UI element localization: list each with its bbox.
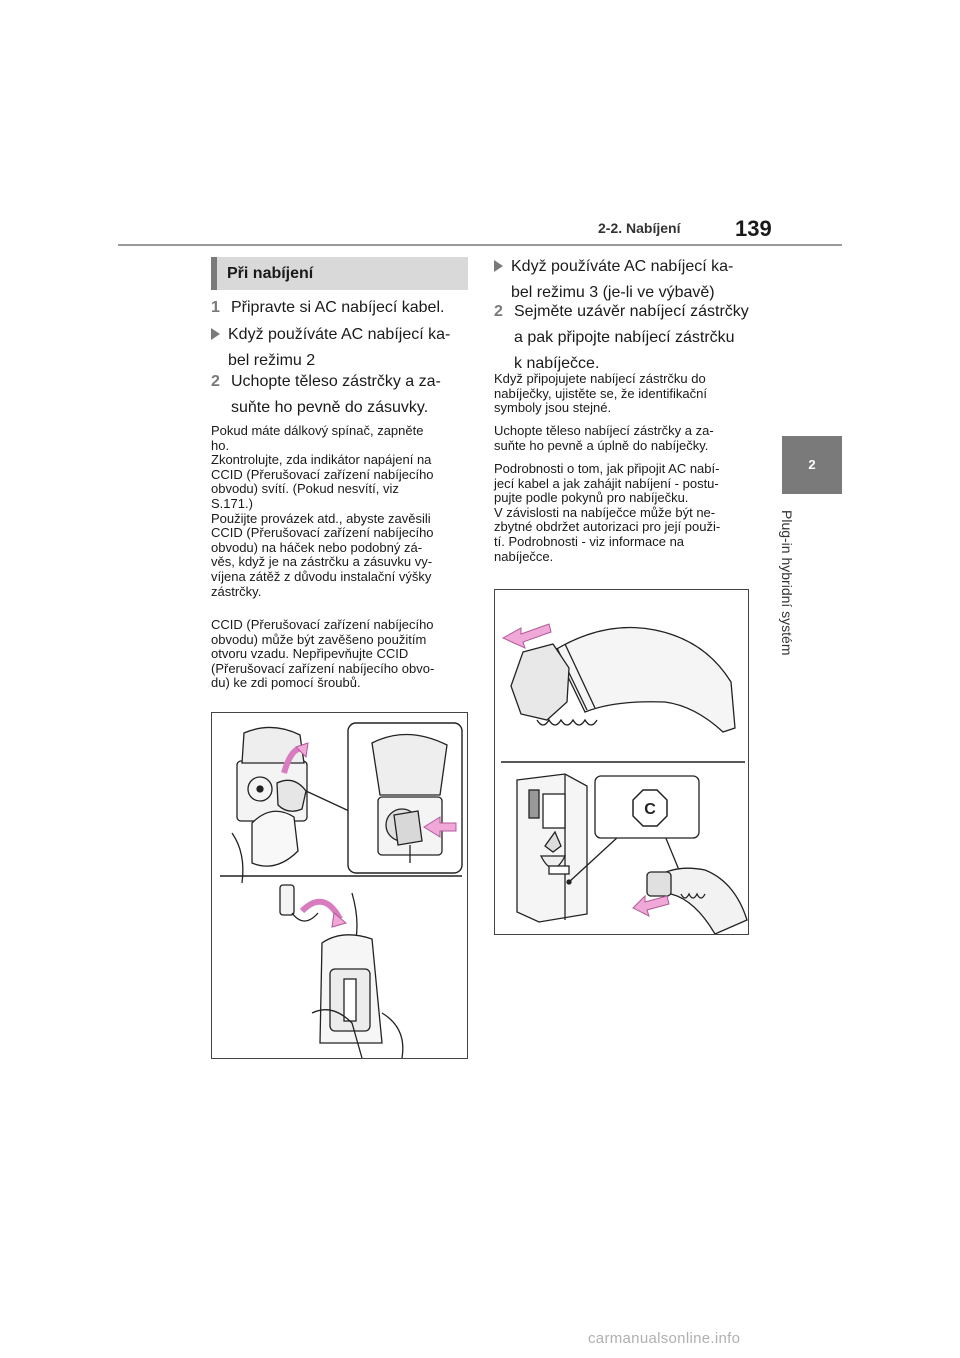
mode2-illustration	[212, 713, 467, 1058]
step-number: 2	[494, 303, 503, 320]
note-line: pujte podle pokynů pro nabíječku.	[494, 490, 689, 506]
note-line: suňte ho pevně a úplně do nabíječky.	[494, 437, 709, 453]
step-line-3: k nabíječce.	[514, 355, 600, 372]
step-line-1: Uchopte těleso zástrčky a za-	[231, 373, 441, 390]
note-grip-plug	[494, 424, 756, 453]
note-line: du) ke zdi pomocí šroubů.	[211, 675, 361, 691]
note-line: otvoru vzadu. Nepřipevňujte CCID	[211, 646, 409, 662]
note-line: CCID (Přerušovací zařízení nabíjecího	[211, 466, 434, 482]
note-line: Podrobnosti o tom, jak připojit AC nabí-	[494, 461, 720, 476]
remove-cap-arrow-icon	[503, 624, 551, 648]
bullet-mode-2	[211, 324, 450, 372]
note-line: Zkontrolujte, zda indikátor napájení na	[211, 452, 432, 468]
charging-plug-drawing	[511, 628, 735, 733]
bullet-arrow-icon	[494, 260, 503, 272]
bullet-mode-3	[494, 256, 733, 304]
note-line: Použijte provázek atd., abyste zavěsili	[211, 510, 431, 526]
step-line-2: suňte ho pevně do zásuvky.	[231, 399, 429, 416]
note-line: V závislosti na nabíječce může být ne-	[494, 504, 716, 520]
chapter-tab: 2	[782, 436, 842, 494]
note-line: CCID (Přerušovací zařízení nabíjecího	[211, 617, 434, 632]
note-line: S.171.)	[211, 495, 253, 511]
note-line: zástrčky.	[211, 583, 262, 599]
note-line: obvodu) svítí. (Pokud nesvítí, viz	[211, 481, 399, 497]
insert-plug-arrow-icon	[633, 896, 669, 916]
bullet-line-1: Když používáte AC nabíjecí ka-	[511, 258, 734, 275]
figure-mode2-plug	[211, 712, 468, 1059]
bullet-line-2: bel režimu 3 (je-li ve výbavě)	[511, 284, 715, 301]
note-line: jecí kabel a jak zahájit nabíjení - postu-	[494, 475, 719, 491]
page-number: 139	[735, 216, 772, 241]
step-number: 1	[211, 299, 220, 316]
ccid-hook-drawing	[280, 885, 403, 1058]
note-line: obvodu) na háček nebo podobný zá-	[211, 539, 423, 555]
figure-mode3-charger	[494, 589, 749, 935]
step-2-right	[494, 301, 749, 375]
note-line: ho.	[211, 437, 230, 453]
bullet-line-2: bel režimu 2	[228, 352, 316, 369]
section-heading: Při nabíjení	[211, 257, 468, 290]
note-line: Pokud máte dálkový spínač, zapněte	[211, 423, 424, 438]
step-text: Připravte si AC nabíjecí kabel.	[231, 299, 445, 316]
header-divider	[118, 244, 842, 246]
note-remote-switch	[211, 424, 473, 599]
note-line: symboly jsou stejné.	[494, 400, 612, 416]
note-charger-details	[494, 462, 756, 564]
step-number: 2	[211, 373, 220, 390]
note-line: zbytné obdržet autorizaci pro její použi-	[494, 519, 721, 535]
mode3-illustration	[495, 590, 748, 934]
bullet-arrow-icon	[211, 328, 220, 340]
note-identification-symbols	[494, 372, 756, 416]
note-line: tí. Podrobnosti - viz informace na	[494, 533, 685, 549]
note-line: obvodu) může být zavěšeno použitím	[211, 631, 427, 647]
step-2	[211, 371, 441, 419]
watermark: carmanualsonline.info	[588, 1330, 741, 1347]
step-1	[211, 297, 444, 319]
chapter-label	[779, 510, 812, 670]
note-line: CCID (Přerušovací zařízení nabíjecího	[211, 525, 434, 541]
step-line-1: Sejměte uzávěr nabíjecí zástrčky	[514, 303, 749, 320]
note-line: víjena zátěž z důvodu instalační výšky	[211, 568, 432, 584]
note-line: Když připojujete nabíjecí zástrčku do	[494, 371, 706, 386]
note-line: věs, když je na zástrčku a zásuvku vy-	[211, 554, 433, 570]
note-line: Uchopte těleso nabíjecí zástrčky a za-	[494, 423, 714, 438]
chapter-label-text: Plug-in hybridní systém	[779, 510, 795, 656]
note-ccid-hanging	[211, 618, 473, 691]
note-line: (Přerušovací zařízení nabíjecího obvo-	[211, 660, 435, 676]
step-line-2: a pak připojte nabíjecí zástrčku	[514, 329, 735, 346]
note-line: nabíječky, ujistěte se, že identifikační	[494, 385, 707, 401]
symbol-letter: C	[644, 801, 656, 818]
note-line: nabíječce.	[494, 548, 554, 564]
section-title: 2-2. Nabíjení	[598, 220, 681, 236]
bullet-line-1: Když používáte AC nabíjecí ka-	[228, 326, 451, 343]
socket-plug-drawing	[372, 734, 447, 863]
